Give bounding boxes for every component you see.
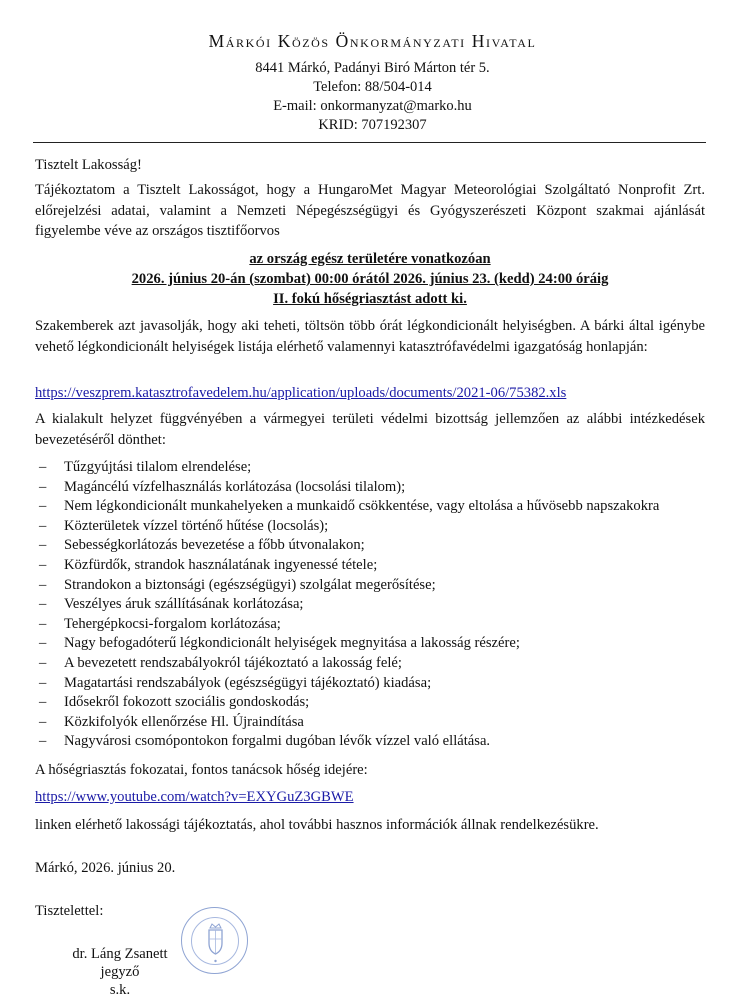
bullet-dash: – (39, 478, 47, 495)
letterhead-email: E-mail: onkormanyzat@marko.hu (273, 98, 472, 114)
measure-item (35, 576, 705, 596)
closing: Tisztelettel: (35, 903, 104, 919)
letterhead-krid: KRID: 707192307 (318, 117, 427, 133)
link-youtube-row (35, 787, 705, 808)
bullet-dash: – (39, 635, 47, 652)
salutation: Tisztelt Lakosság! (35, 157, 142, 173)
measure-item (35, 615, 705, 635)
link-katasztrofavedelem-row (35, 383, 705, 404)
measures-intro: A kialakult helyzet függvényében a vármegyei területi védelmi bizottság jellemzően az alábbi intézkedések bevezetéséről dönthet: (35, 411, 705, 448)
measure-text: A bevezetett rendszabályokról tájékoztató a lakosság felé; (64, 654, 402, 671)
measure-item (35, 536, 705, 556)
bullet-dash: – (39, 713, 47, 730)
youtube-link-note: linken elérhető lakossági tájékoztatás, ahol további hasznos információk állnak rendelkezésükre. (35, 817, 599, 833)
bullet-dash: – (39, 498, 47, 515)
alert-scope: az ország egész területére vonatkozóan (249, 251, 491, 267)
measure-item (35, 674, 705, 694)
letterhead-phone: Telefon: 88/504-014 (313, 79, 432, 95)
measure-text: Magatartási rendszabályok (egészségügyi tájékoztató) kiadása; (64, 674, 432, 691)
signature-sk: s.k. (109, 982, 131, 998)
advice-paragraph: Szakemberek azt javasolják, hogy aki teheti, töltsön több órát légkondicionált helyiségben. A bárki által igénybe vehető légkondicionált helyiségek listája elérhető valamennyi katasztrófavédelmi igazgatóság honlapján: (35, 318, 705, 355)
measure-text: Magáncélú vízfelhasználás korlátozása (locsolási tilalom); (64, 478, 406, 495)
measure-item (35, 732, 705, 752)
measure-text: Strandokon a biztonsági (egészségügyi) szolgálat megerősítése; (64, 576, 436, 593)
bullet-dash: – (39, 654, 47, 671)
bullet-dash: – (39, 733, 47, 750)
measure-item (35, 693, 705, 713)
measure-text: Tűzgyújtási tilalom elrendelése; (64, 459, 252, 475)
bullet-dash: – (39, 674, 47, 691)
katasztrofavedelem-link[interactable]: https://veszprem.katasztrofavedelem.hu/application/uploads/documents/2021-06/75382.xls (35, 385, 567, 401)
measure-text: Idősekről fokozott szociális gondoskodás; (64, 694, 310, 711)
measure-item (35, 517, 705, 537)
measure-text: Nagy befogadóterű légkondicionált helyiségek megnyitása a lakosság részére; (64, 635, 520, 652)
alert-level: II. fokú hőségriasztást adott ki. (273, 291, 467, 307)
measure-item (35, 654, 705, 674)
letterhead-address: 8441 Márkó, Padányi Biró Márton tér 5. (255, 60, 490, 76)
measure-item (35, 556, 705, 576)
measures-list (35, 458, 705, 752)
measure-text: Közterületek vízzel történő hűtése (locsolás); (64, 517, 329, 534)
measure-text: Tehergépkocsi-forgalom korlátozása; (64, 615, 281, 632)
measure-item (35, 713, 705, 733)
signatory-role: jegyző (100, 964, 140, 980)
measure-item (35, 478, 705, 498)
official-stamp-icon (181, 907, 248, 974)
measure-text: Sebességkorlátozás bevezetése a főbb útvonalakon; (64, 537, 365, 554)
measure-text: Közkifolyók ellenőrzése Hl. Újraindítása (64, 713, 304, 730)
bullet-dash: – (39, 517, 47, 534)
letterhead-title: Márkói Közös Önkormányzati Hivatal (208, 31, 537, 51)
measure-text: Közfürdők, strandok használatának ingyenessé tétele; (64, 556, 378, 573)
measure-item (35, 497, 705, 517)
measure-text: Nem légkondicionált munkahelyeken a munkaidő csökkentése, vagy eltolása a hűvösebb napszakokra (64, 498, 660, 515)
measure-text: Nagyvárosi csomópontokon forgalmi dugóban lévők vízzel való ellátása. (64, 733, 491, 750)
alert-period: 2026. június 20-án (szombat) 00:00 órától 2026. június 23. (kedd) 24:00 óráig (131, 271, 609, 287)
bullet-dash: – (39, 694, 47, 711)
intro-paragraph: Tájékoztatom a Tisztelt Lakosságot, hogy a HungaroMet Magyar Meteorológiai Szolgáltató Nonprofit Zrt. előrejelzési adatai, valamint a Nemzeti Népegészségügyi és Gyógyszerészeti Központ szakmai ajánlását figyelembe véve az országos tisztifőorvos (35, 182, 705, 239)
bullet-dash: – (39, 596, 47, 613)
bullet-dash: – (39, 537, 47, 554)
measure-text: Veszélyes áruk szállításának korlátozása; (64, 596, 304, 613)
header-divider (33, 142, 706, 143)
place-date: Márkó, 2026. június 20. (35, 860, 176, 876)
bullet-dash: – (39, 459, 47, 475)
bullet-dash: – (39, 615, 47, 632)
signatory-name: dr. Láng Zsanett (72, 946, 168, 962)
measure-item (35, 458, 705, 478)
tips-intro: A hőségriasztás fokozatai, fontos tanácsok hőség idejére: (35, 762, 368, 778)
measure-item (35, 595, 705, 615)
bullet-dash: – (39, 576, 47, 593)
youtube-link[interactable]: https://www.youtube.com/watch?v=EXYGuZ3GBWE (35, 789, 354, 805)
bullet-dash: – (39, 556, 47, 573)
measure-item (35, 634, 705, 654)
